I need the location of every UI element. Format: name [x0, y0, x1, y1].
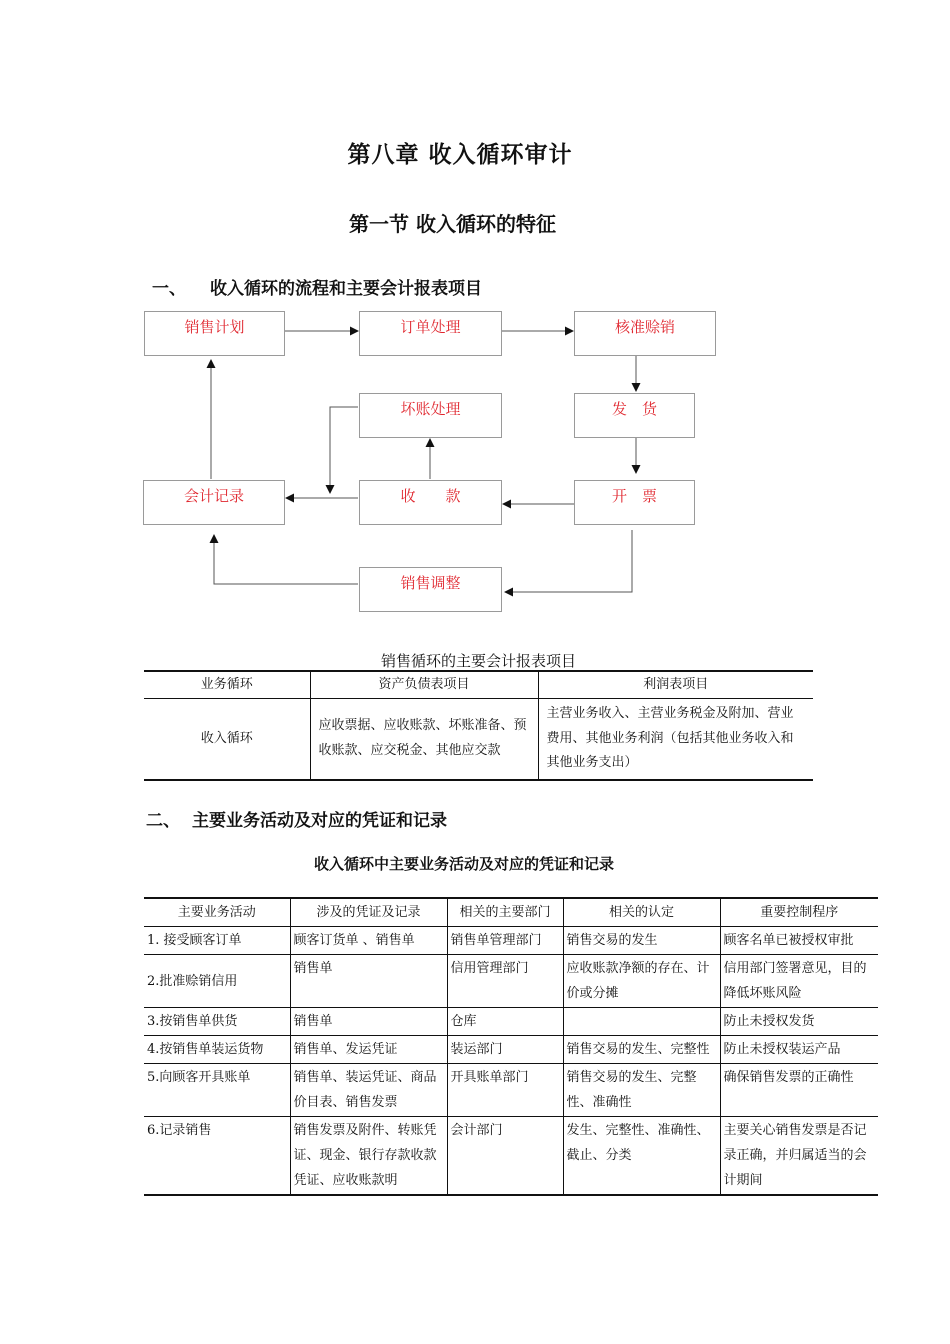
- table-cell: 顾客订货单 、销售单: [290, 927, 447, 955]
- table-cell: 销售单: [290, 1008, 447, 1036]
- table-cell: 4.按销售单装运货物: [144, 1036, 290, 1064]
- table-cell: 收入循环: [144, 699, 310, 780]
- header-cell: 涉及的凭证及记录: [290, 898, 447, 927]
- activities-table: [144, 897, 878, 1196]
- heading-2-text: 主要业务活动及对应的凭证和记录: [192, 811, 447, 831]
- table-cell: 销售发票及附件、转账凭证、现金、银行存款收款凭证、应收账款明: [290, 1117, 447, 1196]
- table-cell: 装运部门: [447, 1036, 563, 1064]
- node-collection: 收 款: [359, 480, 502, 525]
- table-row: [144, 955, 878, 1008]
- table-cell: 顾客名单已被授权审批: [720, 927, 878, 955]
- header-cell: 相关的主要部门: [447, 898, 563, 927]
- table-2-caption: 收入循环中主要业务活动及对应的凭证和记录: [313, 855, 614, 873]
- header-cell: 利润表项目: [538, 671, 813, 699]
- table-cell: 销售单管理部门: [447, 927, 563, 955]
- table-cell: 防止未授权发货: [720, 1008, 878, 1036]
- table-cell: 信用管理部门: [447, 955, 563, 1008]
- node-credit-approval: 核准赊销: [574, 311, 716, 356]
- table-row: [144, 1117, 878, 1196]
- node-sales-adjustment: 销售调整: [359, 567, 502, 612]
- node-sales-plan: 销售计划: [144, 311, 285, 356]
- node-order-processing: 订单处理: [359, 311, 502, 356]
- table-cell: 应收票据、应收账款、坏账准备、预收账款、应交税金、其他应交款: [310, 699, 538, 780]
- table-header-row: [144, 898, 878, 927]
- node-shipping: 发 货: [574, 393, 695, 438]
- table-cell: 防止未授权装运产品: [720, 1036, 878, 1064]
- header-cell: 业务循环: [144, 671, 310, 699]
- table-cell: 销售交易的发生、完整性、准确性: [563, 1064, 720, 1117]
- table-cell: 5.向顾客开具账单: [144, 1064, 290, 1117]
- table-row: [144, 1036, 878, 1064]
- table-cell: 销售单: [290, 955, 447, 1008]
- header-cell: 主要业务活动: [144, 898, 290, 927]
- table-cell: 开具账单部门: [447, 1064, 563, 1117]
- node-bad-debt: 坏账处理: [359, 393, 502, 438]
- table-cell: 会计部门: [447, 1117, 563, 1196]
- header-cell: 相关的认定: [563, 898, 720, 927]
- accounts-table: [144, 670, 813, 781]
- table-row: [144, 927, 878, 955]
- header-cell: 重要控制程序: [720, 898, 878, 927]
- table-cell: 主营业务收入、主营业务税金及附加、营业费用、其他业务利润（包括其他业务收入和其他业务支出）: [538, 699, 813, 780]
- table-header-row: [144, 671, 813, 699]
- section-title: 第一节 收入循环的特征: [349, 212, 556, 236]
- table-row: [144, 1008, 878, 1036]
- table-cell: 应收账款净额的存在、计价或分摊: [563, 955, 720, 1008]
- table-cell: 1. 接受顾客订单: [144, 927, 290, 955]
- table-cell: 销售交易的发生、完整性: [563, 1036, 720, 1064]
- table-cell: 销售单、装运凭证、商品价目表、销售发票: [290, 1064, 447, 1117]
- table-cell: 信用部门签署意见，目的降低坏账风险: [720, 955, 878, 1008]
- arrow-adjustment-to-accounting: [214, 535, 358, 584]
- node-billing: 开 票: [574, 480, 695, 525]
- table-1-caption: 销售循环的主要会计报表项目: [380, 652, 576, 670]
- header-cell: 资产负债表项目: [310, 671, 538, 699]
- table-cell: 发生、完整性、准确性、截止、分类: [563, 1117, 720, 1196]
- table-cell: 6.记录销售: [144, 1117, 290, 1196]
- table-cell: 确保销售发票的正确性: [720, 1064, 878, 1117]
- table-cell: 3.按销售单供货: [144, 1008, 290, 1036]
- heading-1-number: 一、: [152, 279, 186, 299]
- arrow-bad-debt-to-accounting: [330, 407, 358, 493]
- table-cell: 仓库: [447, 1008, 563, 1036]
- chapter-title: 第八章 收入循环审计: [347, 141, 573, 168]
- heading-2-number: 二、: [146, 811, 180, 831]
- table-cell: [563, 1008, 720, 1036]
- node-accounting-record: 会计记录: [143, 480, 285, 525]
- table-cell: 2.批准赊销信用: [144, 955, 290, 1008]
- arrow-billing-to-adjustment: [505, 530, 632, 592]
- table-row: [144, 1064, 878, 1117]
- heading-1-text: 收入循环的流程和主要会计报表项目: [210, 279, 482, 299]
- table-cell: 主要关心销售发票是否记录正确，并归属适当的会计期间: [720, 1117, 878, 1196]
- table-cell: 销售单、发运凭证: [290, 1036, 447, 1064]
- table-cell: 销售交易的发生: [563, 927, 720, 955]
- table-row: [144, 699, 813, 780]
